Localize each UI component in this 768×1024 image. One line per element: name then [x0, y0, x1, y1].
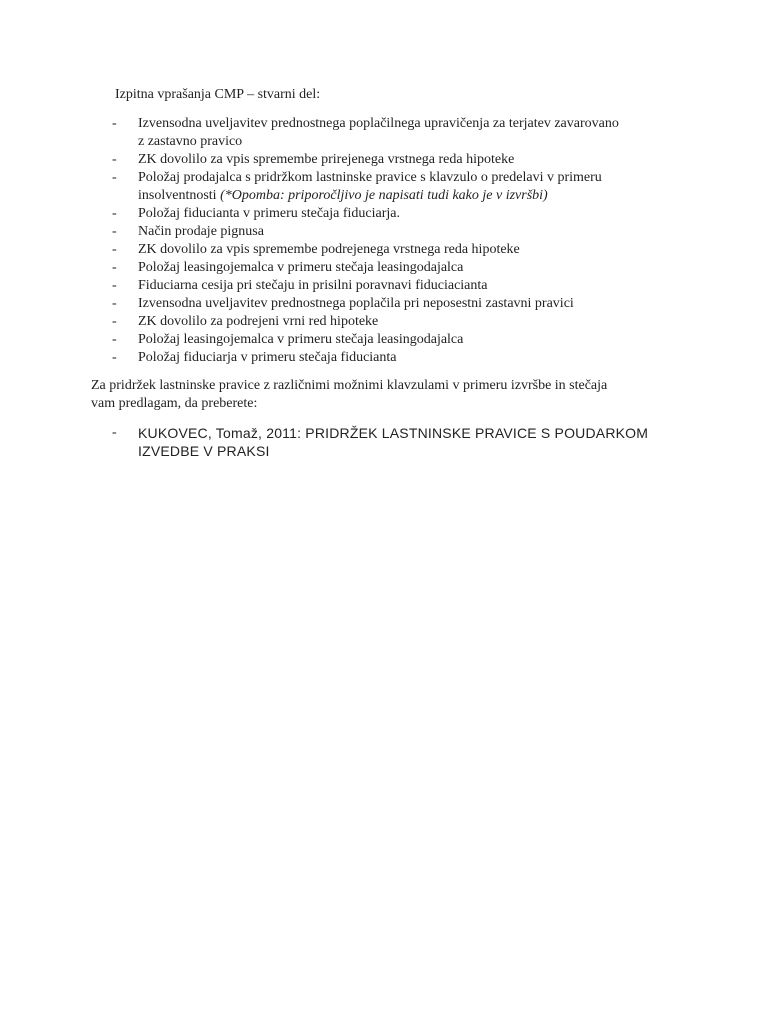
list-item: [112, 295, 682, 313]
list-item-text: Položaj leasingojemalca v primeru stečaja leasingodajalca: [138, 260, 464, 275]
list-bullet: -: [112, 116, 117, 131]
list-item-text: Položaj leasingojemalca v primeru stečaja leasingodajalca: [138, 332, 464, 347]
list-bullet: -: [112, 170, 117, 185]
list-bullet: -: [112, 314, 117, 329]
list-bullet: -: [112, 224, 117, 239]
list-item: [112, 115, 682, 151]
list-bullet: -: [112, 425, 117, 440]
list-item-text: Položaj prodajalca s pridržkom lastninske pravice s klavzulo o predelavi v primeru: [138, 170, 602, 185]
list-bullet: -: [112, 296, 117, 311]
list-item-text: Položaj fiducianta v primeru stečaja fiduciarja.: [138, 206, 401, 221]
list-bullet: -: [112, 242, 117, 257]
list-item: [112, 241, 682, 259]
list-item-text: Izvensodna uveljavitev prednostnega poplačila pri neposestni zastavni pravici: [138, 296, 574, 311]
list-item: [112, 151, 682, 169]
paragraph-text: vam predlagam, da preberete:: [91, 396, 258, 411]
list-item: [112, 205, 682, 223]
list-bullet: -: [112, 260, 117, 275]
list-item-text: Fiduciarna cesija pri stečaju in prisilni poravnavi fiduciacianta: [138, 278, 488, 293]
list-item: [112, 349, 682, 367]
list-item-text: Način prodaje pignusa: [138, 224, 264, 239]
question-list: [112, 115, 682, 367]
list-item-text: z zastavno pravico: [138, 134, 243, 149]
list-bullet: -: [112, 152, 117, 167]
list-item: [112, 331, 682, 349]
list-item-text: Položaj fiduciarja v primeru stečaja fiducianta: [138, 350, 397, 365]
list-item-text: insolventnosti: [138, 188, 217, 203]
list-item: [112, 223, 682, 241]
page-title: Izpitna vprašanja CMP – stvarni del:: [115, 87, 321, 102]
list-bullet: -: [112, 278, 117, 293]
recommendation-paragraph: [91, 377, 691, 413]
list-item: [112, 277, 682, 295]
note-text: (*Opomba: priporočljivo je napisati tudi kako je v izvršbi): [220, 188, 548, 203]
reference-text: IZVEDBE V PRAKSI: [138, 443, 270, 459]
paragraph-text: Za pridržek lastninske pravice z različnimi možnimi klavzulami v primeru izvršbe in stečaja: [91, 378, 608, 393]
list-bullet: -: [112, 206, 117, 221]
list-item: [112, 259, 682, 277]
list-item: [112, 313, 682, 331]
list-item-text: ZK dovolilo za vpis spremembe prirejenega vrstnega reda hipoteke: [138, 152, 515, 167]
list-bullet: -: [112, 350, 117, 365]
list-item-text: ZK dovolilo za podrejeni vrni red hipoteke: [138, 314, 379, 329]
reference-list: [112, 424, 692, 460]
reference-text: KUKOVEC, Tomaž, 2011: PRIDRŽEK LASTNINSKE PRAVICE S POUDARKOM: [138, 425, 649, 441]
list-item-text: ZK dovolilo za vpis spremembe podrejenega vrstnega reda hipoteke: [138, 242, 520, 257]
list-item-text: Izvensodna uveljavitev prednostnega poplačilnega upravičenja za terjatev zavarovano: [138, 116, 619, 131]
list-item: [112, 169, 682, 205]
list-bullet: -: [112, 332, 117, 347]
reference-item: [112, 424, 692, 460]
